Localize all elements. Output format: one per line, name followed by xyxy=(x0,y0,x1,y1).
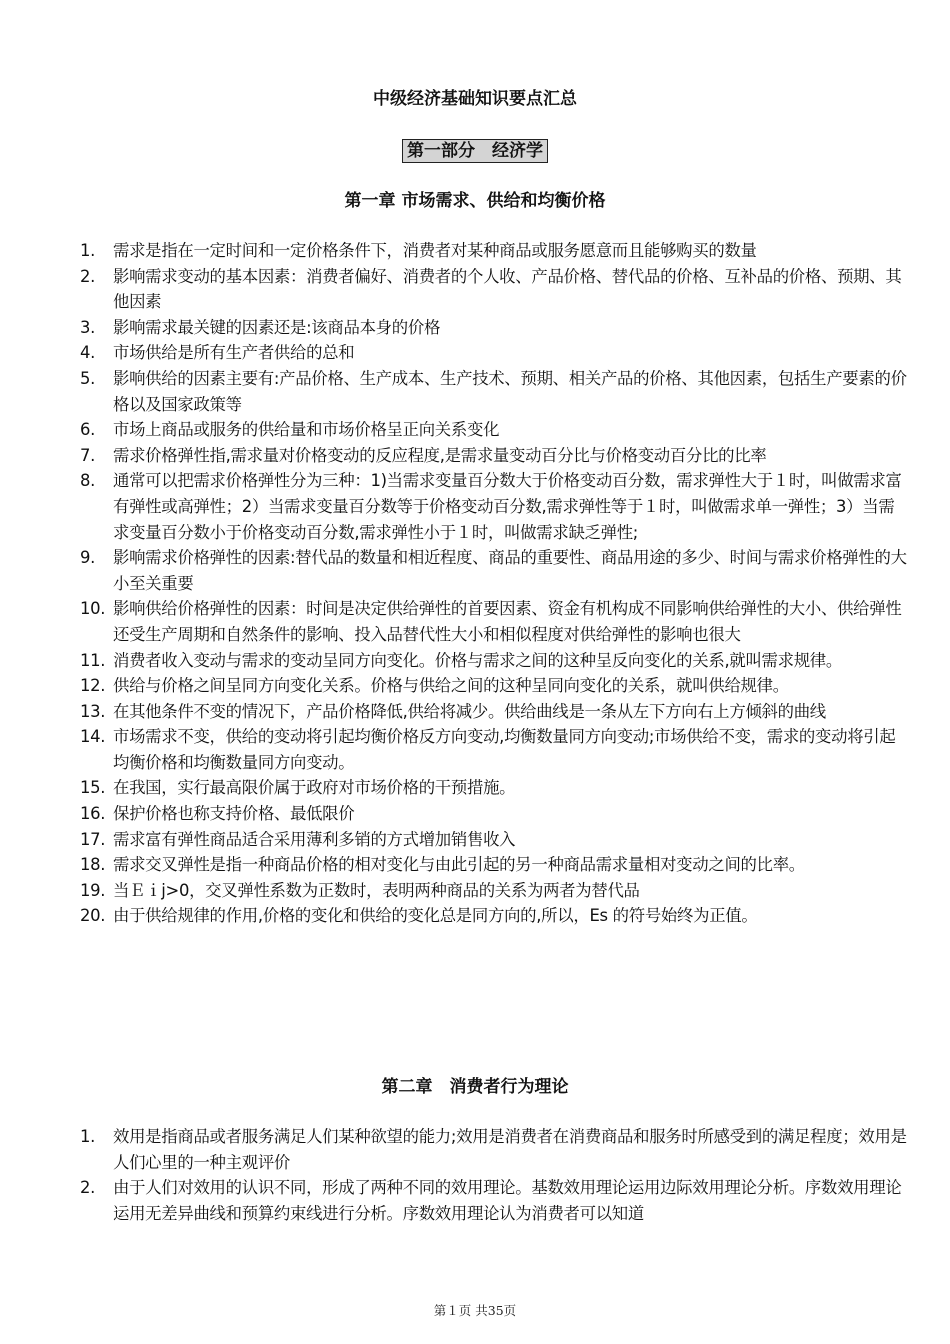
list-item-number: 13. xyxy=(80,701,106,721)
list-item xyxy=(80,1175,910,1226)
list-item-number: 16. xyxy=(80,804,106,824)
list-item xyxy=(80,878,910,904)
list-item-text: 需求是指在一定时间和一定价格条件下，消费者对某种商品或服务愿意而且能够购买的数量 xyxy=(113,241,757,260)
list-item-text: 市场供给是所有生产者供给的总和 xyxy=(113,343,355,363)
list-item xyxy=(80,903,910,929)
list-item-text: 市场上商品或服务的供给量和市场价格呈正向关系变化 xyxy=(113,420,500,440)
list-item-number: 3. xyxy=(80,317,96,337)
list-item-text: 需求价格弹性指,需求量对价格变动的反应程度,是需求量变动百分比与价格变动百分比的比率 xyxy=(113,445,767,465)
list-item-text: 保护价格也称支持价格、最低限价 xyxy=(113,804,355,824)
list-item-text: 影响需求变动的基本因素：消费者偏好、消费者的个人收、产品价格、替代品的价格、互补品的价格、预期、其他因素 xyxy=(113,266,902,312)
list-item-text: 在其他条件不变的情况下，产品价格降低,供给将减少。供给曲线是一条从左下方向右上方倾斜的曲线 xyxy=(113,701,826,721)
list-item-number: 6. xyxy=(80,420,96,440)
list-item xyxy=(80,699,910,725)
list-item xyxy=(80,648,910,674)
list-item-number: 2. xyxy=(80,266,96,286)
list-item-number: 1. xyxy=(80,241,96,260)
list-item xyxy=(80,1124,910,1175)
list-item-text: 由于供给规律的作用,价格的变化和供给的变化总是同方向的,所以，Es 的符号始终为正值。 xyxy=(113,906,758,926)
list-item xyxy=(80,238,910,264)
list-item xyxy=(80,264,910,315)
chapter-2-title: 第二章 消费者行为理论 xyxy=(381,1077,569,1097)
page-footer: 第１页 共35页 xyxy=(433,1303,517,1318)
list-item-number: 19. xyxy=(80,880,106,900)
list-item-text: 影响供给价格弹性的因素：时间是决定供给弹性的首要因素、资金有机构成不同影响供给弹性的大小、供给弹性还受生产周期和自然条件的影响、投入品替代性大小和相似程度对供给弹性的影响也很大 xyxy=(113,599,902,644)
chapter-1-list xyxy=(80,238,910,929)
list-item-number: 2. xyxy=(80,1178,96,1198)
list-item-text: 市场需求不变，供给的变动将引起均衡价格反方向变动,均衡数量同方向变动;市场供给不变，需求的变动将引起均衡价格和均衡数量同方向变动。 xyxy=(113,727,896,772)
list-item-text: 效用是指商品或者服务满足人们某种欲望的能力;效用是消费者在消费商品和服务时所感受到的满足程度；效用是人们心里的一种主观评价 xyxy=(113,1127,907,1172)
list-item xyxy=(80,340,910,366)
chapter-1-title: 第一章 市场需求、供给和均衡价格 xyxy=(344,191,606,211)
list-item xyxy=(80,545,910,596)
list-item xyxy=(80,827,910,853)
list-item xyxy=(80,724,910,775)
list-item-number: 4. xyxy=(80,343,96,363)
list-item xyxy=(80,596,910,647)
list-item-number: 15. xyxy=(80,778,106,798)
list-item-text: 影响供给的因素主要有:产品价格、生产成本、生产技术、预期、相关产品的价格、其他因素，包括生产要素的价格以及国家政策等 xyxy=(113,368,907,414)
document-title: 中级经济基础知识要点汇总 xyxy=(373,89,577,109)
list-item-number: 18. xyxy=(80,855,106,875)
list-item xyxy=(80,468,910,545)
list-item-text: 需求交叉弹性是指一种商品价格的相对变化与由此引起的另一种商品需求量相对变动之间的比率。 xyxy=(113,855,805,875)
list-item-number: 20. xyxy=(80,906,106,926)
list-item-text: 在我国，实行最高限价属于政府对市场价格的干预措施。 xyxy=(113,778,516,798)
list-item xyxy=(80,417,910,443)
list-item-text: 当Ｅｉj>0，交叉弹性系数为正数时，表明两种商品的关系为两者为替代品 xyxy=(113,880,640,900)
list-item xyxy=(80,366,910,417)
list-item xyxy=(80,673,910,699)
chapter-2-list xyxy=(80,1124,910,1226)
list-item-number: 9. xyxy=(80,548,96,568)
list-item-number: 14. xyxy=(80,727,106,747)
list-item-text: 供给与价格之间呈同方向变化关系。价格与供给之间的这种呈同向变化的关系，就叫供给规律。 xyxy=(113,676,789,696)
list-item-text: 需求富有弹性商品适合采用薄利多销的方式增加销售收入 xyxy=(113,829,516,849)
list-item-number: 10. xyxy=(80,599,106,619)
list-item xyxy=(80,315,910,341)
list-item-text: 通常可以把需求价格弹性分为三种：1)当需求变量百分数大于价格变动百分数，需求弹性大于１时，叫做需求富有弹性或高弹性；2）当需求变量百分数等于价格变动百分数,需求弹性等于１时，叫做需求单一弹性；3）当需求变量百分数小于价格变动百分数,需求弹性小于１时，叫做需求缺乏弹性; xyxy=(113,471,902,542)
list-item xyxy=(80,801,910,827)
list-item-text: 影响需求最关键的因素还是:该商品本身的价格 xyxy=(113,317,441,337)
part-title-wrapper xyxy=(0,139,950,163)
list-item xyxy=(80,852,910,878)
part-title: 第一部分 经济学 xyxy=(402,139,548,163)
list-item-number: 17. xyxy=(80,829,106,849)
list-item-number: 5. xyxy=(80,368,96,388)
list-item-number: 11. xyxy=(80,650,106,670)
list-item-number: 1. xyxy=(80,1127,96,1146)
list-item-number: 12. xyxy=(80,676,106,696)
list-item-text: 消费者收入变动与需求的变动呈同方向变化。价格与需求之间的这种呈反向变化的关系,就叫需求规律。 xyxy=(113,650,842,670)
list-item-number: 7. xyxy=(80,445,96,465)
list-item-text: 由于人们对效用的认识不同，形成了两种不同的效用理论。基数效用理论运用边际效用理论分析。序数效用理论运用无差异曲线和预算约束线进行分析。序数效用理论认为消费者可以知道 xyxy=(113,1178,902,1223)
list-item-text: 影响需求价格弹性的因素:替代品的数量和相近程度、商品的重要性、商品用途的多少、时间与需求价格弹性的大小至关重要 xyxy=(113,548,907,593)
list-item xyxy=(80,775,910,801)
list-item-number: 8. xyxy=(80,471,96,491)
list-item xyxy=(80,443,910,469)
